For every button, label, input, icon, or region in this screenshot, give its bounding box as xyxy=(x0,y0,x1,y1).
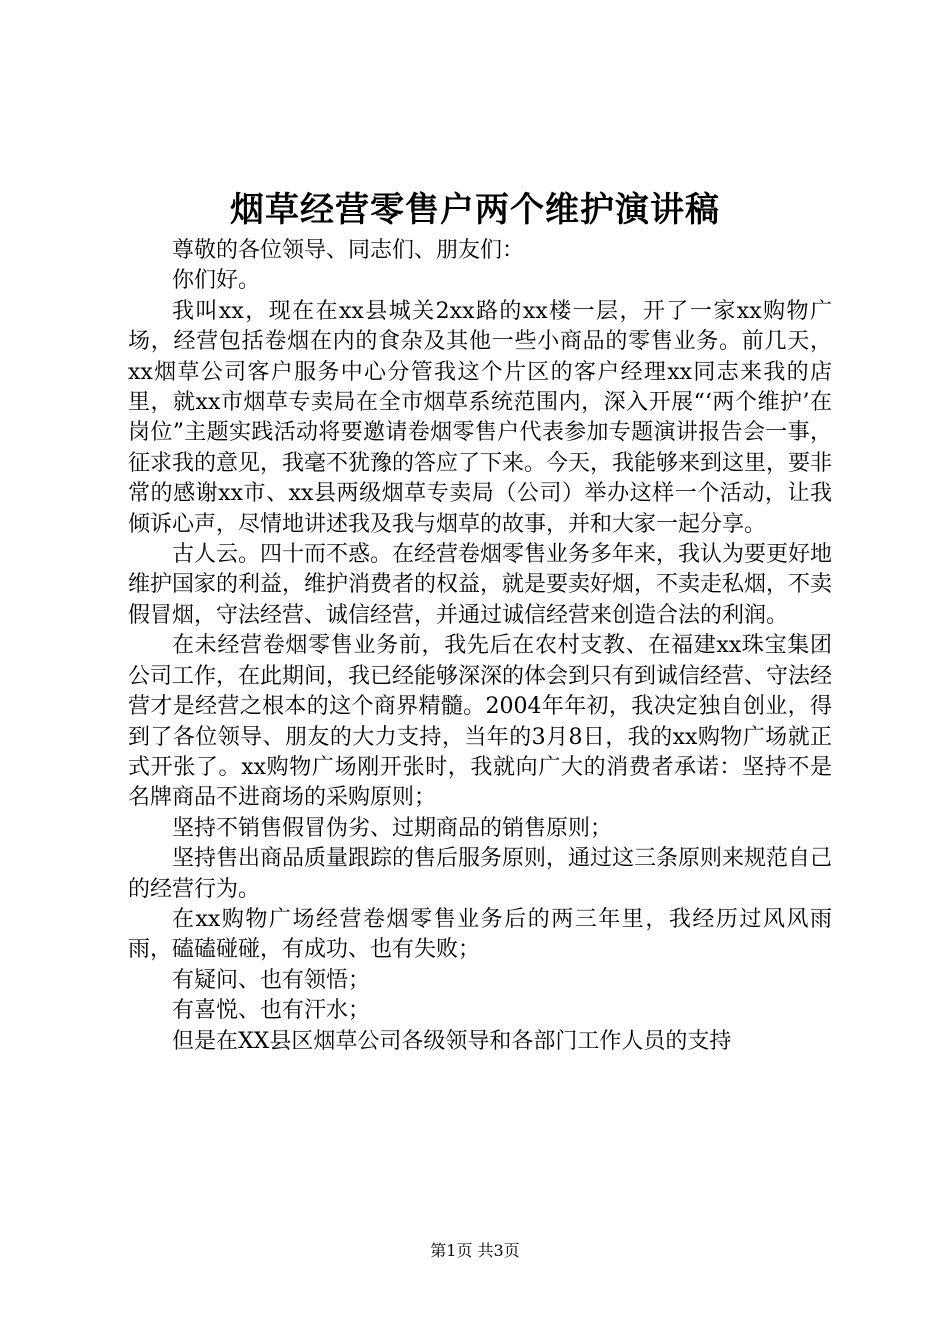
document-body xyxy=(128,236,832,1057)
document-title: 烟草经营零售户两个维护演讲稿 xyxy=(230,190,720,230)
body-paragraph: 在xx购物广场经营卷烟零售业务后的两三年里，我经历过风风雨雨，磕磕碰碰，有成功、也有失败； xyxy=(128,906,832,963)
greeting-paragraph: 你们好。 xyxy=(172,268,261,294)
salutation-paragraph: 尊敬的各位领导、同志们、朋友们： xyxy=(172,238,525,263)
body-paragraph: 古人云。四十而不惑。在经营卷烟零售业务多年来，我认为要更好地维护国家的利益，维护消费者的权益，就是要卖好烟，不卖走私烟，不卖假冒烟，守法经营、诚信经营，并通过诚信经营来创造合法的利润。 xyxy=(128,542,833,628)
page-footer: 第1页 共3页 xyxy=(430,1241,520,1260)
body-paragraph: 坚持售出商品质量跟踪的售后服务原则，通过这三条原则来规范自己的经营行为。 xyxy=(128,846,833,902)
body-paragraph: 有喜悦、也有汗水； xyxy=(172,998,371,1024)
body-paragraph: 我叫xx，现在在xx县城关2xx路的xx楼一层，开了一家xx购物广场，经营包括卷烟在内的食杂及其他一些小商品的零售业务。前几天，xx烟草公司客户服务中心分管我这个片区的客户经理xx同志来我的店里，就xx市烟草专卖局在全市烟草系统范围内，深入开展“‘两个维护’在岗位”主题实践活动将要邀请卷烟零售户代表参加专题演讲报告会一事，征求我的意见，我毫不犹豫的答应了下来。今天，我能够来到这里，要非常的感谢xx市、xx县两级烟草专卖局（公司）举办这样一个活动，让我倾诉心声，尽情地讲述我及我与烟草的故事，并和大家一起分享。 xyxy=(128,298,833,537)
body-paragraph: 但是在XX县区烟草公司各级领导和各部门工作人员的支持 xyxy=(172,1028,732,1054)
body-paragraph: 有疑问、也有领悟； xyxy=(172,967,371,993)
body-paragraph: 坚持不销售假冒伪劣、过期商品的销售原则； xyxy=(172,815,613,841)
body-paragraph: 在未经营卷烟零售业务前，我先后在农村支教、在福建xx珠宝集团公司工作，在此期间，我已经能够深深的体会到只有到诚信经营、守法经营才是经营之根本的这个商界精髓。2004年年初，我决定独自创业，得到了各位领导、朋友的大力支持，当年的3月8日，我的xx购物广场就正式开张了。xx购物广场刚开张时，我就向广大的消费者承诺：坚持不是名牌商品不进商场的采购原则； xyxy=(128,633,833,811)
